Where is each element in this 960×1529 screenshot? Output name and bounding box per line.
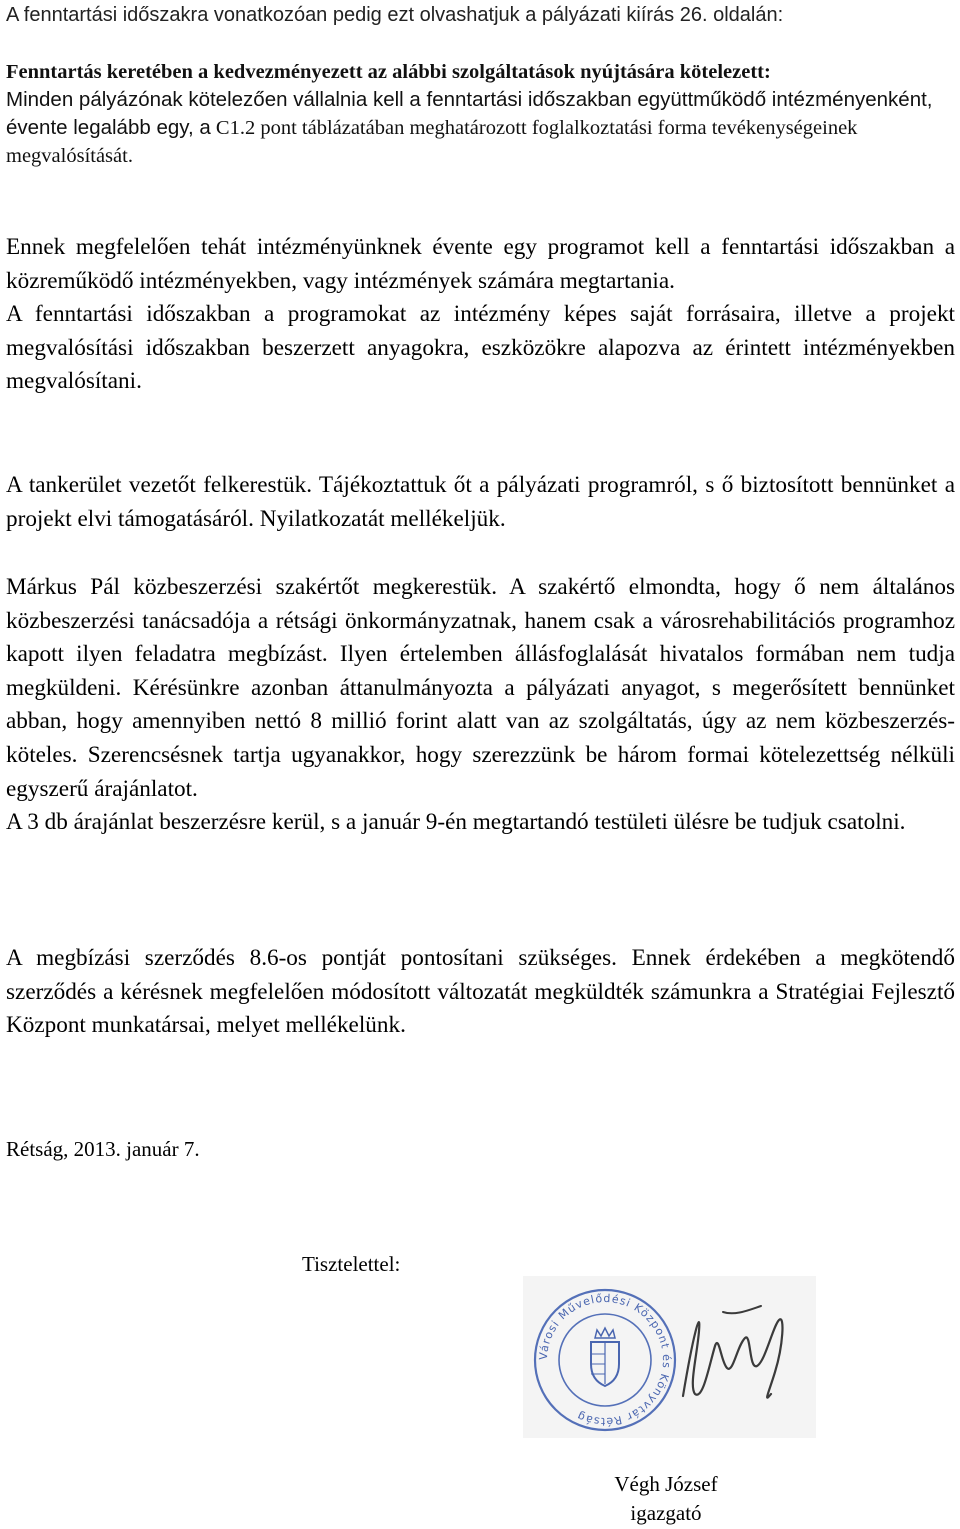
quote-body-b: C1.2 pont táblázatában meghatározott foglalkoztatási forma tevékenységeinek megvalósítását. [6, 117, 858, 167]
signer-name: Végh József [614, 1472, 718, 1496]
body-block-2 [6, 469, 955, 536]
stamp-text: Városi Művelődési Központ és Könyvtár Rétság [536, 1291, 674, 1429]
stamp-and-signature [523, 1276, 816, 1438]
quoted-requirement [6, 58, 956, 170]
quote-heading: Fenntartás keretében a kedvezményezett az alábbi szolgáltatások nyújtására kötelezett: [6, 61, 771, 83]
paragraph-quotes: A 3 db árajánlat beszerzésre kerül, s a január 9-én megtartandó testületi ülésre be tudjuk csatolni. [6, 809, 906, 836]
body-block-4 [6, 942, 955, 1043]
paragraph-programs: Ennek megfelelően tehát intézményünknek évente egy programot kell a fenntartási időszakban a közreműködő intézményekben, vagy intézmények számára megtartania. [6, 234, 955, 294]
paragraph-tankerulet: A tankerület vezetőt felkerestük. Tájékoztattuk őt a pályázati programról, s ő biztosított bennünket a projekt elvi támogatásáról. Nyilatkozatát mellékeljük. [6, 472, 955, 532]
paragraph-resources: A fenntartási időszakban a programokat az intézmény képes saját forrásaira, illetve a projekt megvalósítási időszakban beszerzett anyagokra, eszközökre alapozva az érintett intézményekben megvalósítani. [6, 301, 955, 395]
paragraph-procurement-expert: Márkus Pál közbeszerzési szakértőt megkerestük. A szakértő elmondta, hogy ő nem általános közbeszerzési tanácsadója a rétsági önkormányzatnak, hanem csak a városrehabilitációs programhoz kapott ilyen feladatra megbízást. Ilyen értelemben állásfoglalását hivatalos formában nem tudja megküldeni. Kérésünkre azonban áttanulmányozta a pályázati anyagot, s megerősített bennünket abban, hogy amennyiben nettó 8 millió forint alatt van az szolgáltatás, úgy az nem közbeszerzés-köteles. Szerencsésnek tartja ugyanakkor, hogy szerezzünk be három formai kötelezettség nélküli egyszerű árajánlatot. [6, 574, 955, 802]
signature-icon [683, 1319, 782, 1397]
signer-block [596, 1470, 736, 1528]
place-date: Rétság, 2013. január 7. [6, 1137, 200, 1161]
signer-title: igazgató [630, 1501, 702, 1525]
quote-body-a: Minden pályázónak kötelezően vállalnia kell a fenntartási időszakban együttműködő intézményenként, évente legalább egy, a [6, 88, 933, 139]
body-block-1 [6, 231, 955, 399]
closing-salutation: Tisztelettel: [302, 1252, 401, 1276]
body-block-3 [6, 571, 955, 840]
intro-line: A fenntartási időszakra vonatkozóan pedig ezt olvashatjuk a pályázati kiírás 26. oldalán: [6, 4, 784, 26]
paragraph-contract: A megbízási szerződés 8.6-os pontját pontosítani szükséges. Ennek érdekében a megkötendő szerződés a kérésnek megfelelően módosított változatát megküldték számunkra a Stratégiai Fejlesztő Központ munkatársai, melyet mellékelünk. [6, 945, 955, 1039]
official-stamp-icon [523, 1276, 816, 1438]
